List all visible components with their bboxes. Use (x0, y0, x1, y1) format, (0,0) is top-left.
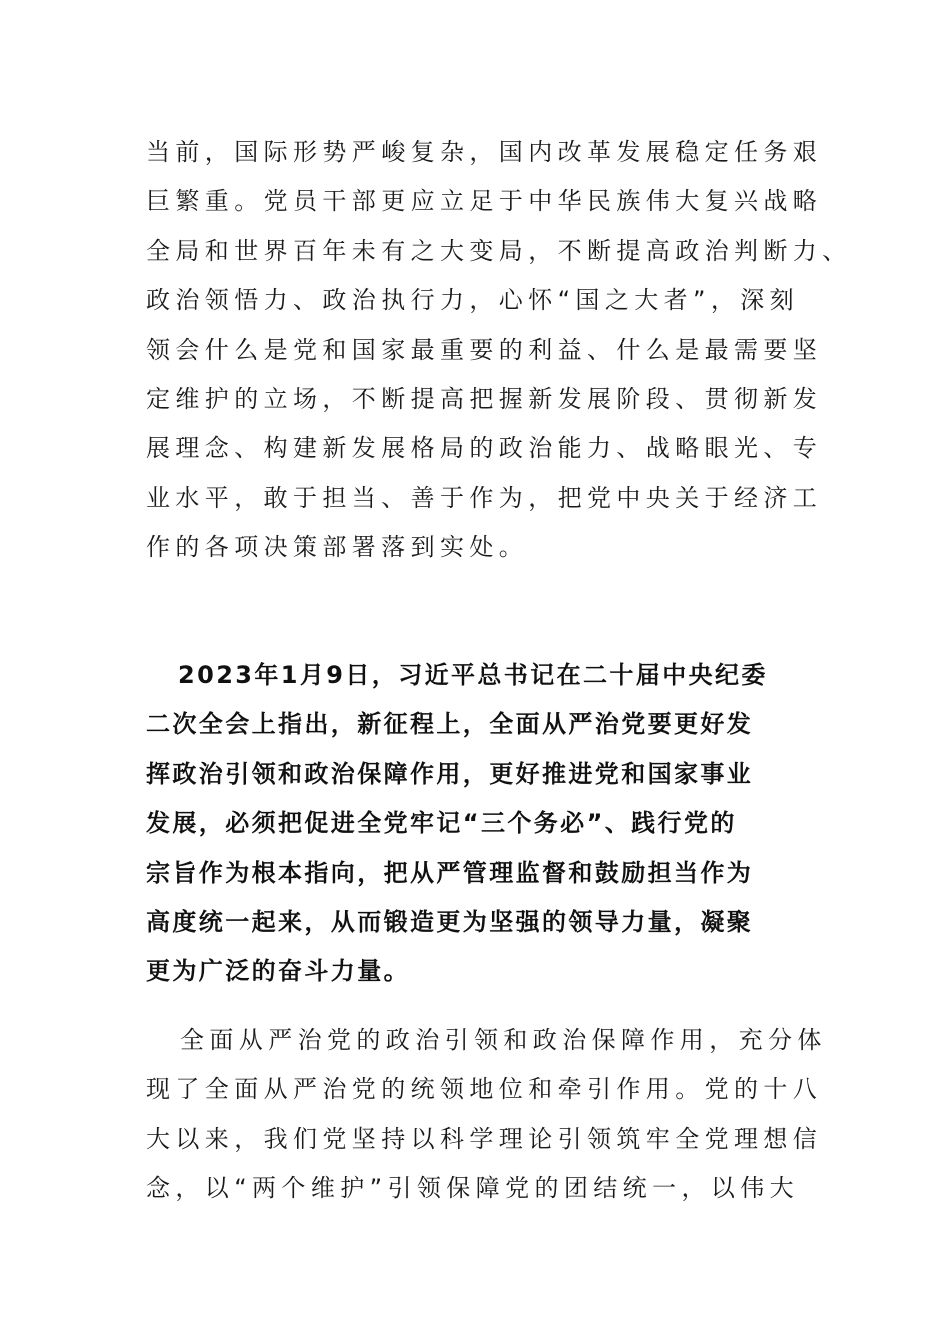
text-line: 二次全会上指出，新征程上，全面从严治党要更好发 (146, 710, 754, 739)
text-line: 作的各项决策部署落到实处。 (146, 533, 529, 562)
text-line: 宗旨作为根本指向，把从严管理监督和鼓励担当作为 (146, 858, 754, 887)
paragraph-1 (146, 128, 852, 573)
text-line: 挥政治引领和政治保障作用，更好推进党和国家事业 (146, 759, 754, 788)
text-line: 政治领悟力、政治执行力，心怀“国之大者”，深刻 (146, 286, 800, 315)
text-line: 现了全面从严治党的统领地位和牵引作用。党的十八 (146, 1075, 823, 1104)
text-line: 全面从严治党的政治引领和政治保障作用，充分体 (180, 1026, 827, 1054)
text-line: 领会什么是党和国家最重要的利益、什么是最需要坚 (146, 335, 823, 364)
text-line: 发展，必须把促进全党牢记“三个务必”、践行党的 (146, 809, 737, 838)
text-line: 定维护的立场，不断提高把握新发展阶段、贯彻新发 (146, 384, 823, 413)
text-line: 巨繁重。党员干部更应立足于中华民族伟大复兴战略 (146, 187, 823, 216)
text-line: 念，以“两个维护”引领保障党的团结统一，以伟大 (146, 1174, 800, 1203)
text-line: 展理念、构建新发展格局的政治能力、战略眼光、专 (146, 434, 823, 463)
paragraph-2-bold (146, 651, 806, 997)
paragraph-3 (146, 1016, 827, 1214)
text-line: 更为广泛的奋斗力量。 (146, 957, 410, 986)
text-line: 全局和世界百年未有之大变局，不断提高政治判断力、 (146, 236, 852, 265)
text-line: 大以来，我们党坚持以科学理论引领筑牢全党理想信 (146, 1124, 823, 1153)
text-line: 2023年1月9日，习近平总书记在二十届中央纪委 (178, 661, 768, 689)
text-line: 当前，国际形势严峻复杂，国内改革发展稳定任务艰 (146, 138, 823, 166)
text-line: 高度统一起来，从而锻造更为坚强的领导力量，凝聚 (146, 907, 754, 936)
text-line: 业水平，敢于担当、善于作为，把党中央关于经济工 (146, 483, 823, 512)
